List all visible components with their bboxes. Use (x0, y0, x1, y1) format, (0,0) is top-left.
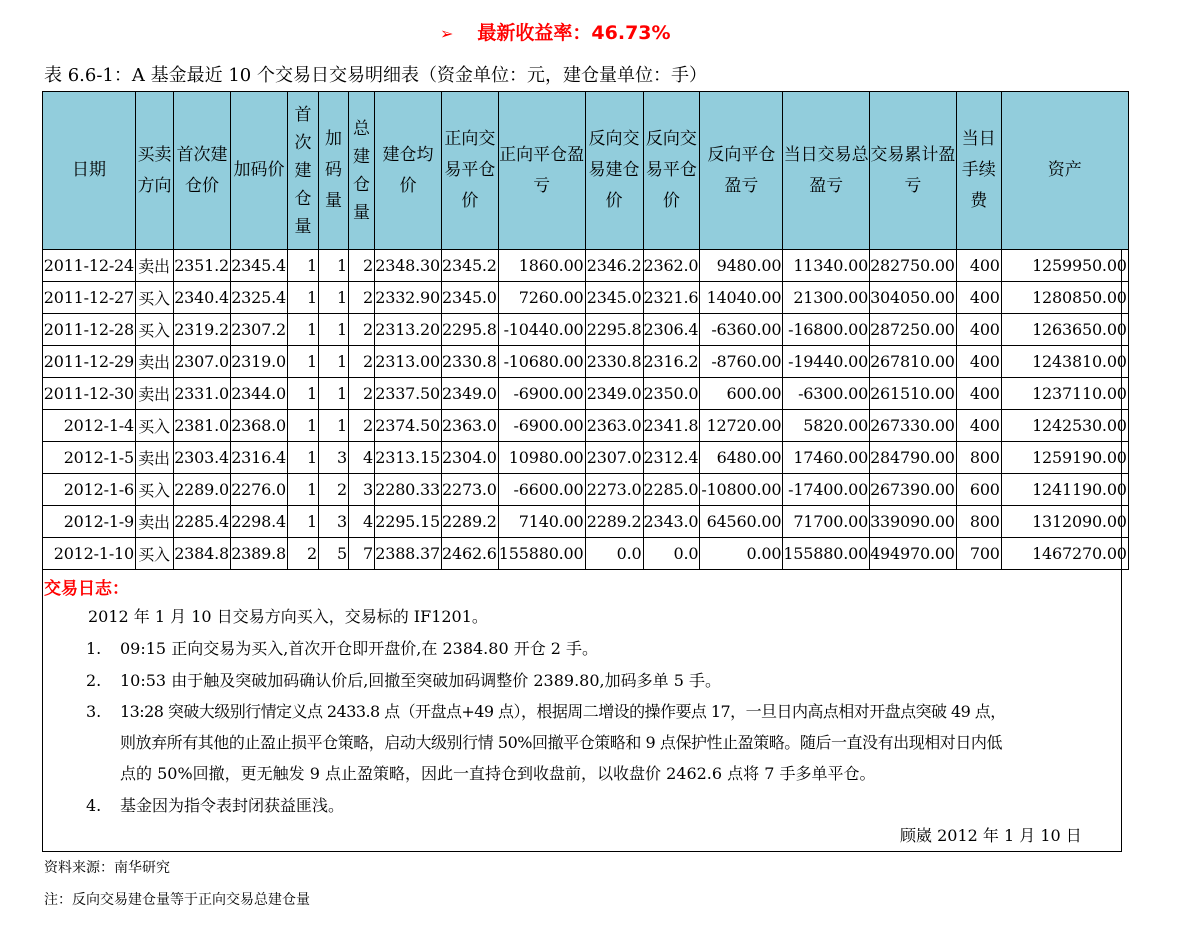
table-cell: 1 (288, 314, 319, 346)
table-cell: 卖出 (136, 250, 174, 282)
table-cell: 2 (349, 282, 375, 314)
footer-note: 注：反向交易建仓量等于正向交易总建仓量 (44, 892, 310, 908)
table-cell: 2289.2 (585, 506, 643, 538)
table-cell: 800 (956, 442, 1001, 474)
table-cell: 2332.90 (375, 282, 442, 314)
table-cell: 2011-12-28 (43, 314, 136, 346)
table-cell: 1 (319, 314, 349, 346)
trade-detail-table (42, 91, 1129, 570)
table-cell: -16800.00 (783, 314, 870, 346)
table-cell: 2307.0 (174, 346, 231, 378)
table-cell: 2316.4 (231, 442, 288, 474)
table-cell: 1 (319, 378, 349, 410)
table-cell: -6300.00 (783, 378, 870, 410)
table-cell: -10440.00 (498, 314, 585, 346)
table-cell: 2011-12-29 (43, 346, 136, 378)
table-cell: 2 (349, 314, 375, 346)
table-cell: 买入 (136, 282, 174, 314)
table-cell: 2345.0 (585, 282, 643, 314)
table-cell: 1241190.00 (1001, 474, 1128, 506)
footer-source: 资料来源：南华研究 (44, 860, 170, 876)
table-cell: 0.0 (585, 538, 643, 570)
table-cell: 2350.0 (643, 378, 700, 410)
table-cell: -6360.00 (700, 314, 783, 346)
table-cell: 2012-1-5 (43, 442, 136, 474)
table-cell: 2285.4 (174, 506, 231, 538)
table-cell: 2012-1-10 (43, 538, 136, 570)
table-cell: 2388.37 (375, 538, 442, 570)
table-cell: 2312.4 (643, 442, 700, 474)
table-cell: 2295.15 (375, 506, 442, 538)
table-cell: 1263650.00 (1001, 314, 1128, 346)
table-cell: 2389.8 (231, 538, 288, 570)
table-cell: 400 (956, 378, 1001, 410)
table-cell: 买入 (136, 314, 174, 346)
header-total-volume: 总建仓量 (349, 92, 375, 250)
table-cell: 1860.00 (498, 250, 585, 282)
table-cell: 2295.8 (442, 314, 499, 346)
table-cell: 2276.0 (231, 474, 288, 506)
table-cell: 600 (956, 474, 1001, 506)
table-cell: 2345.0 (442, 282, 499, 314)
table-cell: -19440.00 (783, 346, 870, 378)
table-cell: 21300.00 (783, 282, 870, 314)
table-cell: 2325.4 (231, 282, 288, 314)
table-cell: 2012-1-4 (43, 410, 136, 442)
log-item-line: 09:15 正向交易为买入,首次开仓即开盘价,在 2384.80 开仓 2 手。 (120, 639, 599, 658)
table-cell: 494970.00 (870, 538, 957, 570)
table-cell: -17400.00 (783, 474, 870, 506)
table-cell: 2 (349, 250, 375, 282)
table-cell: 2381.0 (174, 410, 231, 442)
table-cell: 2340.4 (174, 282, 231, 314)
log-signature: 顾崴 2012 年 1 月 10 日 (900, 826, 1082, 845)
table-cell: 71700.00 (783, 506, 870, 538)
header-add-price: 加码价 (231, 92, 288, 250)
header-daily-pnl: 当日交易总盈亏 (783, 92, 870, 250)
table-cell: 1 (288, 506, 319, 538)
log-item-line: 基金因为指令表封闭获益匪浅。 (120, 796, 345, 815)
table-cell: 2362.0 (643, 250, 700, 282)
table-cell: 400 (956, 250, 1001, 282)
table-cell: 1 (288, 250, 319, 282)
table-cell: 287250.00 (870, 314, 957, 346)
header-add-volume: 加码量 (319, 92, 349, 250)
table-cell: 1 (319, 346, 349, 378)
table-cell: 3 (319, 506, 349, 538)
table-cell: 17460.00 (783, 442, 870, 474)
log-item-number: 3. (86, 702, 102, 721)
table-cell: 2289.2 (442, 506, 499, 538)
table-caption: 表 6.6-1：A 基金最近 10 个交易日交易明细表（资金单位：元，建仓量单位：手） (44, 65, 707, 86)
table-cell: 14040.00 (700, 282, 783, 314)
log-item-line: 点的 50%回撤，更无触发 9 点止盈策略，因此一直持仓到收盘前，以收盘价 2462.6 点将 7 手多单平仓。 (120, 764, 876, 783)
table-cell: 2348.30 (375, 250, 442, 282)
table-cell: 2 (349, 410, 375, 442)
trade-log-title: 交易日志： (44, 579, 129, 599)
log-item-number: 1. (86, 639, 102, 658)
header-cumulative-pnl: 交易累计盈亏 (870, 92, 957, 250)
table-cell: 1467270.00 (1001, 538, 1128, 570)
table-cell: 2345.4 (231, 250, 288, 282)
table-cell: 1312090.00 (1001, 506, 1128, 538)
table-cell: 4 (349, 442, 375, 474)
table-cell: 2321.6 (643, 282, 700, 314)
table-cell: 600.00 (700, 378, 783, 410)
table-cell: 800 (956, 506, 1001, 538)
table-cell: 700 (956, 538, 1001, 570)
log-item-number: 4. (86, 796, 102, 815)
table-cell: 2285.0 (643, 474, 700, 506)
table-cell: 2307.0 (585, 442, 643, 474)
table-cell: 1 (288, 282, 319, 314)
header-avg-price: 建仓均价 (375, 92, 442, 250)
table-cell: 卖出 (136, 442, 174, 474)
header-short-open-price: 反向交易建仓价 (585, 92, 643, 250)
header-initial-price: 首次建仓价 (174, 92, 231, 250)
table-cell: 12720.00 (700, 410, 783, 442)
table-cell: 卖出 (136, 346, 174, 378)
table-row (43, 378, 1129, 410)
log-item-number: 2. (86, 671, 102, 690)
table-cell: 2273.0 (442, 474, 499, 506)
table-cell: 1 (319, 282, 349, 314)
table-cell: 0.00 (700, 538, 783, 570)
table-cell: -8760.00 (700, 346, 783, 378)
table-cell: 2363.0 (442, 410, 499, 442)
table-cell: 2330.8 (442, 346, 499, 378)
table-row (43, 314, 1129, 346)
table-cell: 3 (349, 474, 375, 506)
table-cell: 1259950.00 (1001, 250, 1128, 282)
table-cell: 2319.0 (231, 346, 288, 378)
table-cell: 2289.0 (174, 474, 231, 506)
header-long-close-price: 正向交易平仓价 (442, 92, 499, 250)
table-cell: 2363.0 (585, 410, 643, 442)
table-cell: 0.0 (643, 538, 700, 570)
header-date: 日期 (43, 92, 136, 250)
table-row (43, 506, 1129, 538)
table-cell: 267810.00 (870, 346, 957, 378)
table-cell: 7260.00 (498, 282, 585, 314)
table-cell: -6600.00 (498, 474, 585, 506)
table-cell: 2341.8 (643, 410, 700, 442)
trade-log-intro: 2012 年 1 月 10 日交易方向买入，交易标的 IF1201。 (88, 607, 488, 626)
table-cell: 1242530.00 (1001, 410, 1128, 442)
table-cell: 1 (288, 410, 319, 442)
table-cell: 2462.6 (442, 538, 499, 570)
table-cell: -10800.00 (700, 474, 783, 506)
table-cell: 2313.00 (375, 346, 442, 378)
header-short-close-price: 反向交易平仓价 (643, 92, 700, 250)
table-cell: 304050.00 (870, 282, 957, 314)
table-cell: 2273.0 (585, 474, 643, 506)
table-cell: 2012-1-6 (43, 474, 136, 506)
table-cell: -10680.00 (498, 346, 585, 378)
table-cell: 339090.00 (870, 506, 957, 538)
table-cell: 11340.00 (783, 250, 870, 282)
table-cell: -6900.00 (498, 378, 585, 410)
table-cell: 267330.00 (870, 410, 957, 442)
table-cell: 2306.4 (643, 314, 700, 346)
table-cell: 2303.4 (174, 442, 231, 474)
table-cell: 2368.0 (231, 410, 288, 442)
table-cell: 卖出 (136, 378, 174, 410)
table-cell: 282750.00 (870, 250, 957, 282)
table-cell: 64560.00 (700, 506, 783, 538)
table-cell: 2313.20 (375, 314, 442, 346)
table-cell: 2331.0 (174, 378, 231, 410)
table-cell: 1 (288, 442, 319, 474)
table-cell: 2011-12-24 (43, 250, 136, 282)
table-cell: 2343.0 (643, 506, 700, 538)
header-initial-volume: 首次建仓量 (288, 92, 319, 250)
table-cell: 1 (288, 346, 319, 378)
table-cell: 1243810.00 (1001, 346, 1128, 378)
table-cell: 卖出 (136, 506, 174, 538)
table-cell: 2316.2 (643, 346, 700, 378)
table-cell: 2307.2 (231, 314, 288, 346)
table-cell: 400 (956, 346, 1001, 378)
table-cell: 7140.00 (498, 506, 585, 538)
header-direction: 买卖方向 (136, 92, 174, 250)
log-item-line: 10:53 由于触及突破加码确认价后,回撤至突破加码调整价 2389.80,加码多单 5 手。 (120, 671, 721, 690)
table-cell: 1 (288, 378, 319, 410)
header-short-pnl: 反向平仓盈亏 (700, 92, 783, 250)
table-cell: 1 (319, 250, 349, 282)
table-cell: 2351.2 (174, 250, 231, 282)
table-cell: -6900.00 (498, 410, 585, 442)
table-cell: 1280850.00 (1001, 282, 1128, 314)
log-item-line: 则放弃所有其他的止盈止损平仓策略，启动大级别行情 50%回撤平仓策略和 9 点保护性止盈策略。随后一直没有出现相对日内低 (120, 733, 1003, 752)
table-row (43, 474, 1129, 506)
table-cell: 2011-12-30 (43, 378, 136, 410)
header-long-pnl: 正向平仓盈亏 (498, 92, 585, 250)
table-cell: 7 (349, 538, 375, 570)
table-cell: 2349.0 (442, 378, 499, 410)
table-cell: 2 (319, 474, 349, 506)
header-daily-fee: 当日手续费 (956, 92, 1001, 250)
table-cell: 1 (288, 474, 319, 506)
table-cell: 1 (319, 410, 349, 442)
table-row (43, 410, 1129, 442)
table-cell: 2330.8 (585, 346, 643, 378)
headline-yield (440, 18, 671, 48)
table-row (43, 442, 1129, 474)
table-cell: 2374.50 (375, 410, 442, 442)
table-cell: 1237110.00 (1001, 378, 1128, 410)
table-cell: 400 (956, 314, 1001, 346)
table-cell: 4 (349, 506, 375, 538)
table-cell: 261510.00 (870, 378, 957, 410)
table-body (43, 250, 1129, 570)
table-cell: 2384.8 (174, 538, 231, 570)
table-cell: 2313.15 (375, 442, 442, 474)
table-row (43, 282, 1129, 314)
table-cell: 2304.0 (442, 442, 499, 474)
table-cell: 5820.00 (783, 410, 870, 442)
table-cell: 2298.4 (231, 506, 288, 538)
table-cell: 400 (956, 410, 1001, 442)
table-cell: 2 (288, 538, 319, 570)
table-cell: 3 (319, 442, 349, 474)
table-cell: 2345.2 (442, 250, 499, 282)
header-assets: 资产 (1001, 92, 1128, 250)
table-row (43, 346, 1129, 378)
table-cell: 2349.0 (585, 378, 643, 410)
table-cell: 买入 (136, 474, 174, 506)
table-cell: 284790.00 (870, 442, 957, 474)
table-cell: 2319.2 (174, 314, 231, 346)
table-cell: 2344.0 (231, 378, 288, 410)
table-cell: 267390.00 (870, 474, 957, 506)
table-cell: 2012-1-9 (43, 506, 136, 538)
table-cell: 2 (349, 346, 375, 378)
table-cell: 1259190.00 (1001, 442, 1128, 474)
table-cell: 买入 (136, 410, 174, 442)
log-item-line: 13:28 突破大级别行情定义点 2433.8 点（开盘点+49 点），根据周二增设的操作要点 17，一旦日内高点相对开盘点突破 49 点， (120, 702, 1006, 721)
table-cell: 6480.00 (700, 442, 783, 474)
table-cell: 10980.00 (498, 442, 585, 474)
table-cell: 2337.50 (375, 378, 442, 410)
table-cell: 2295.8 (585, 314, 643, 346)
table-row (43, 250, 1129, 282)
table-header-row (43, 92, 1129, 250)
table-cell: 9480.00 (700, 250, 783, 282)
table-row (43, 538, 1129, 570)
table-cell: 155880.00 (783, 538, 870, 570)
table-cell: 2011-12-27 (43, 282, 136, 314)
table-cell: 2280.33 (375, 474, 442, 506)
table-cell: 2346.2 (585, 250, 643, 282)
table-cell: 400 (956, 282, 1001, 314)
table-cell: 5 (319, 538, 349, 570)
arrow-bullet-icon: ➢ (440, 24, 454, 43)
headline-text: 最新收益率：46.73% (477, 22, 671, 44)
table-cell: 155880.00 (498, 538, 585, 570)
table-cell: 买入 (136, 538, 174, 570)
table-cell: 2 (349, 378, 375, 410)
